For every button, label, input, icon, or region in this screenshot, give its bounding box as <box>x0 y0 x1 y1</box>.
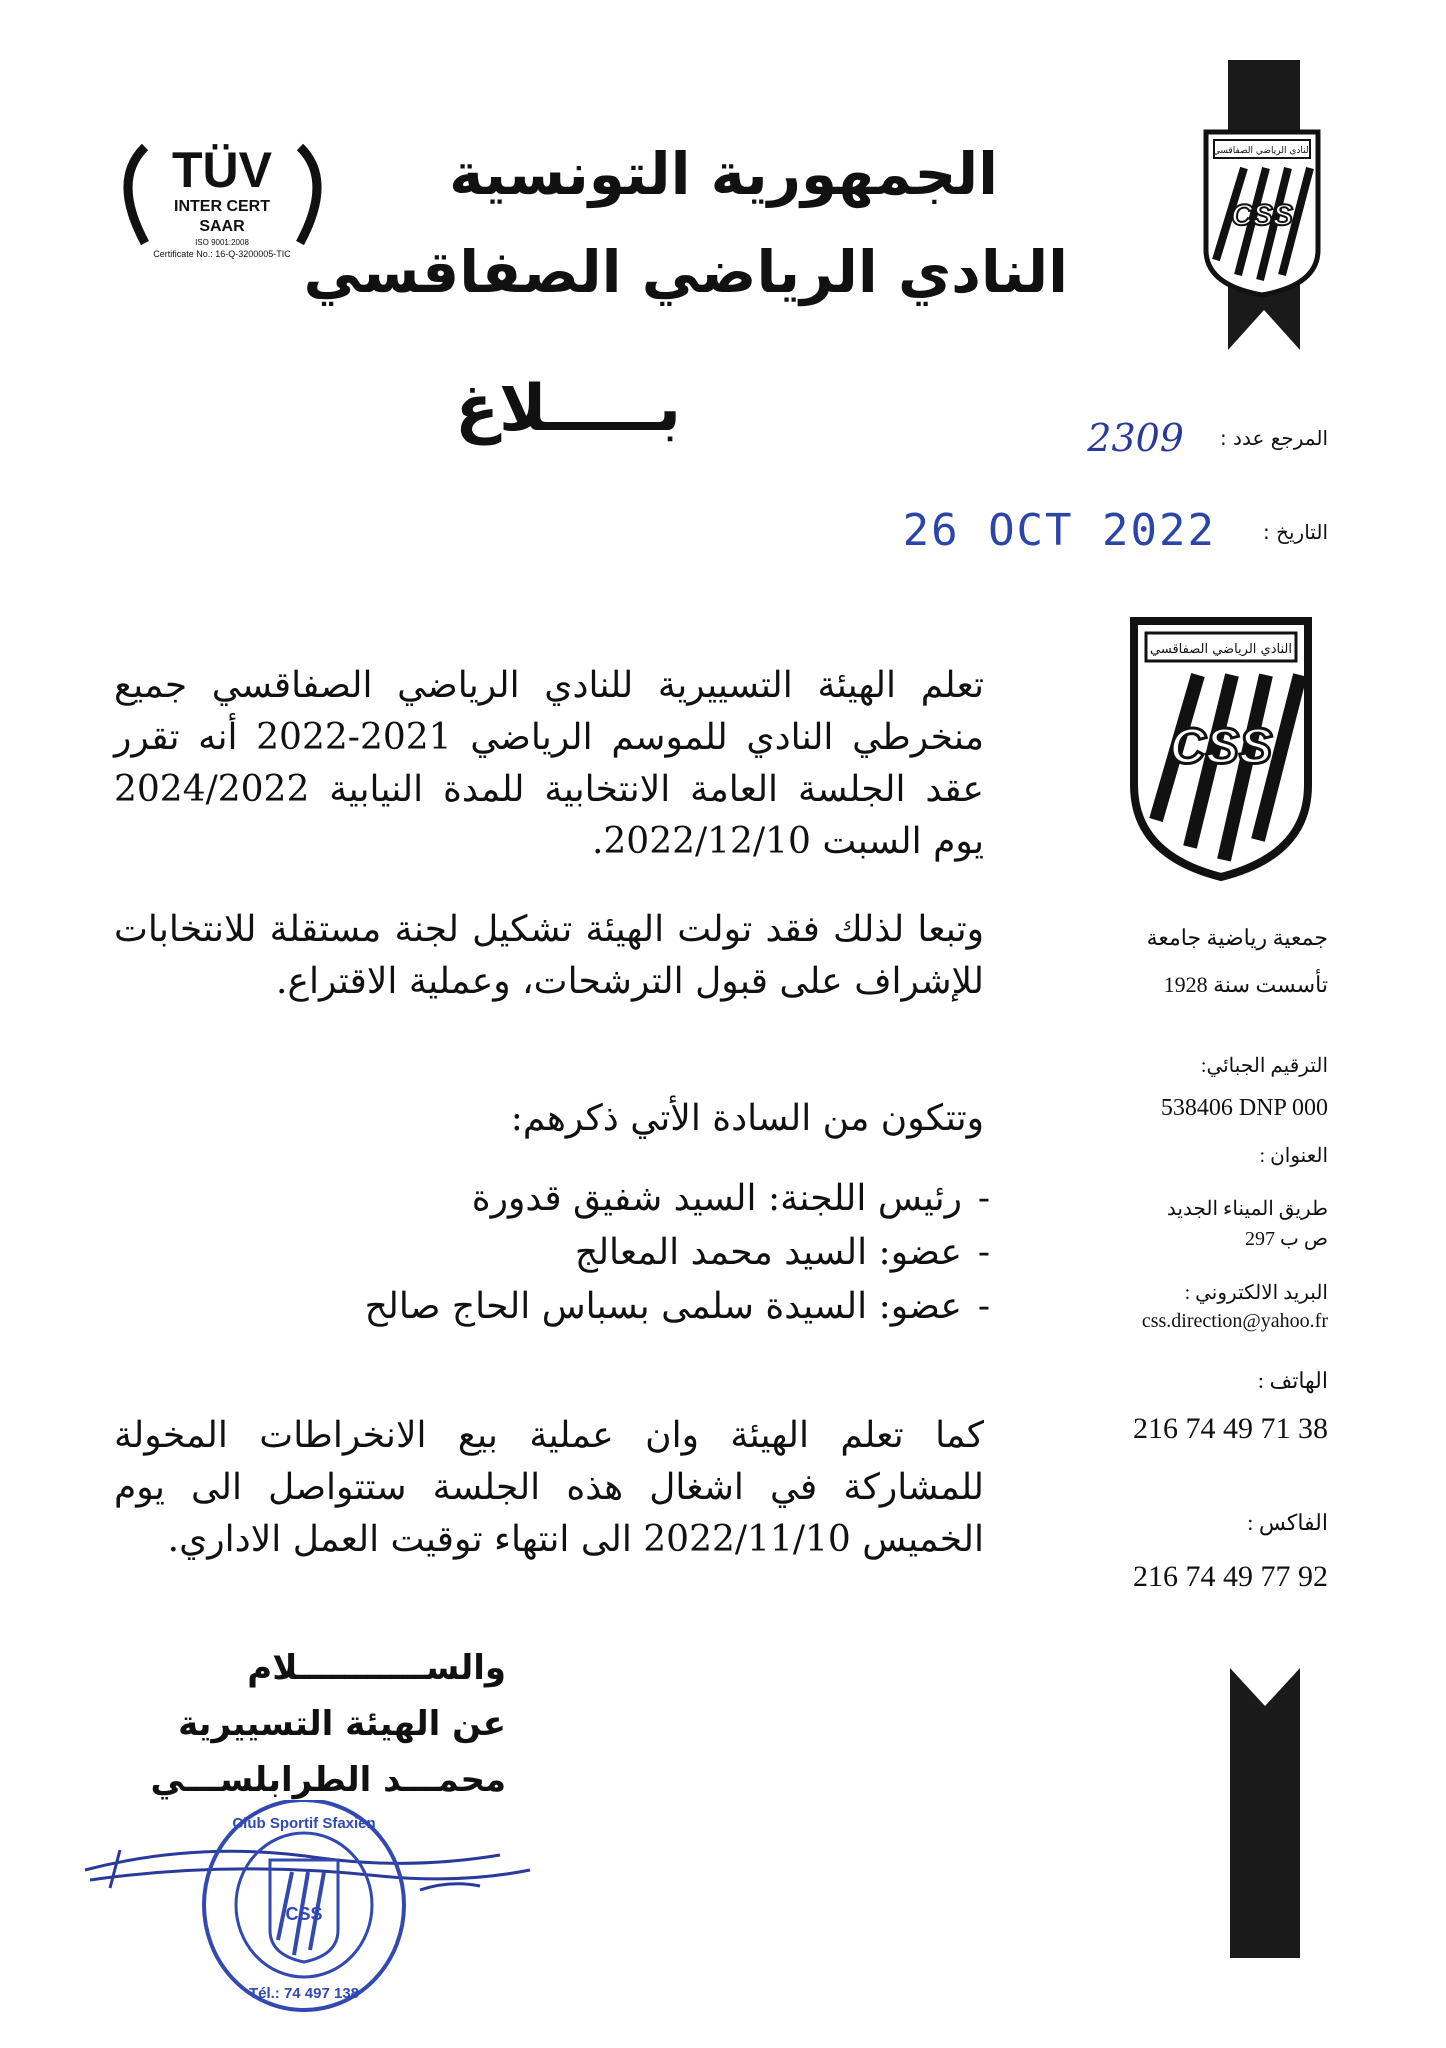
sidebar-club-badge <box>1128 615 1314 885</box>
svg-text:INTER CERT: INTER CERT <box>174 198 270 215</box>
stamp-phone-text: Tél.: 74 497 138 <box>248 1985 360 2002</box>
tax-id-value: 538406 DNP 000 <box>1160 1095 1328 1121</box>
date-label: التاريخ : <box>1262 520 1328 544</box>
email-value: css.direction@yahoo.fr <box>1141 1310 1328 1332</box>
reference-number: 2309 <box>1087 416 1184 460</box>
sidebar-badge-letters: CSS <box>1169 718 1273 774</box>
list-item: -رئيس اللجنة: السيد شفيق قدورة <box>471 1178 991 1219</box>
badge-letters: CSS <box>1231 199 1293 232</box>
phone-label: الهاتف : <box>1257 1368 1328 1393</box>
tax-id-label: الترقيم الجبائي: <box>1200 1055 1328 1077</box>
stamp-name-text: Club Sportif Sfaxien <box>232 1815 376 1832</box>
body-paragraph-1: تعلم الهيئة التسييرية للنادي الرياضي الصفاقسي جميع منخرطي النادي للموسم الرياضي 2021-2022 أنه تقرر عقد الجلسة العامة الانتخابية للمدة النيابية 2024/2022 يوم السبت 2022/12/10. <box>114 665 985 862</box>
fax-label: الفاكس : <box>1247 1510 1328 1535</box>
date-stamp: 26 OCT 2022 <box>902 505 1216 556</box>
reference-label: المرجع عدد : <box>1219 426 1328 450</box>
tuv-brand-text: TÜV <box>172 142 272 198</box>
association-type: جمعية رياضية جامعة <box>1146 925 1328 950</box>
signatory-name: محمـــد الطرابلســـي <box>150 1760 506 1800</box>
committee-members-list <box>365 1172 1006 1334</box>
club-stamp-and-signature <box>80 1800 600 2020</box>
club-ribbon-badge <box>1196 60 1326 350</box>
header-country: الجمهورية التونسية <box>449 140 998 208</box>
svg-text:النادي الرياضي الصفاقسي: النادي الرياضي الصفاقسي <box>1150 642 1292 657</box>
svg-text:النادي الرياضي الصفاقسي: النادي الرياضي الصفاقسي <box>1212 146 1312 156</box>
svg-text:Certificate No.: 16-Q-3200005-: Certificate No.: 16-Q-3200005-TIC <box>153 249 291 259</box>
list-item: -عضو: السيد محمد المعالج <box>574 1232 991 1273</box>
bottom-ribbon <box>1230 1668 1300 1958</box>
phone-value: 216 74 49 71 38 <box>1133 1412 1328 1445</box>
address-label: العنوان : <box>1259 1145 1328 1167</box>
svg-text:CSS: CSS <box>285 1904 323 1924</box>
members-intro: وتتكون من السادة الأتي ذكرهم: <box>510 1098 984 1139</box>
svg-text:SAAR: SAAR <box>199 218 245 235</box>
address-line-2: ص ب 297 <box>1244 1228 1328 1250</box>
closing-block <box>150 1640 506 1808</box>
announcement-title: بـــــلاغ <box>455 372 681 446</box>
fax-value: 216 74 49 77 92 <box>1133 1560 1328 1593</box>
list-item: -عضو: السيدة سلمى بسباس الحاج صالح <box>364 1286 991 1327</box>
body-paragraph-3: كما تعلم الهيئة وان عملية بيع الانخراطات المخولة للمشاركة في اشغال هذه الجلسة ستتواصل الى يوم الخميس 2022/11/10 الى انتهاء توقيت العمل الاداري. <box>114 1415 984 1560</box>
header-club-name: النادي الرياضي الصفاقسي <box>303 238 1068 306</box>
svg-text:ISO 9001:2008: ISO 9001:2008 <box>195 238 249 247</box>
from-board: عن الهيئة التسييرية <box>178 1704 506 1744</box>
email-label: البريد الالكتروني : <box>1184 1282 1328 1304</box>
address-line-1: طريق الميناء الجديد <box>1166 1198 1328 1220</box>
salutation: والســـــــــــلام <box>247 1648 506 1688</box>
founded-year: تأسست سنة 1928 <box>1163 972 1328 997</box>
body-paragraph-2: وتبعا لذلك فقد تولت الهيئة تشكيل لجنة مستقلة للانتخابات للإشراف على قبول الترشحات، وعملية الاقتراع. <box>114 909 984 1002</box>
